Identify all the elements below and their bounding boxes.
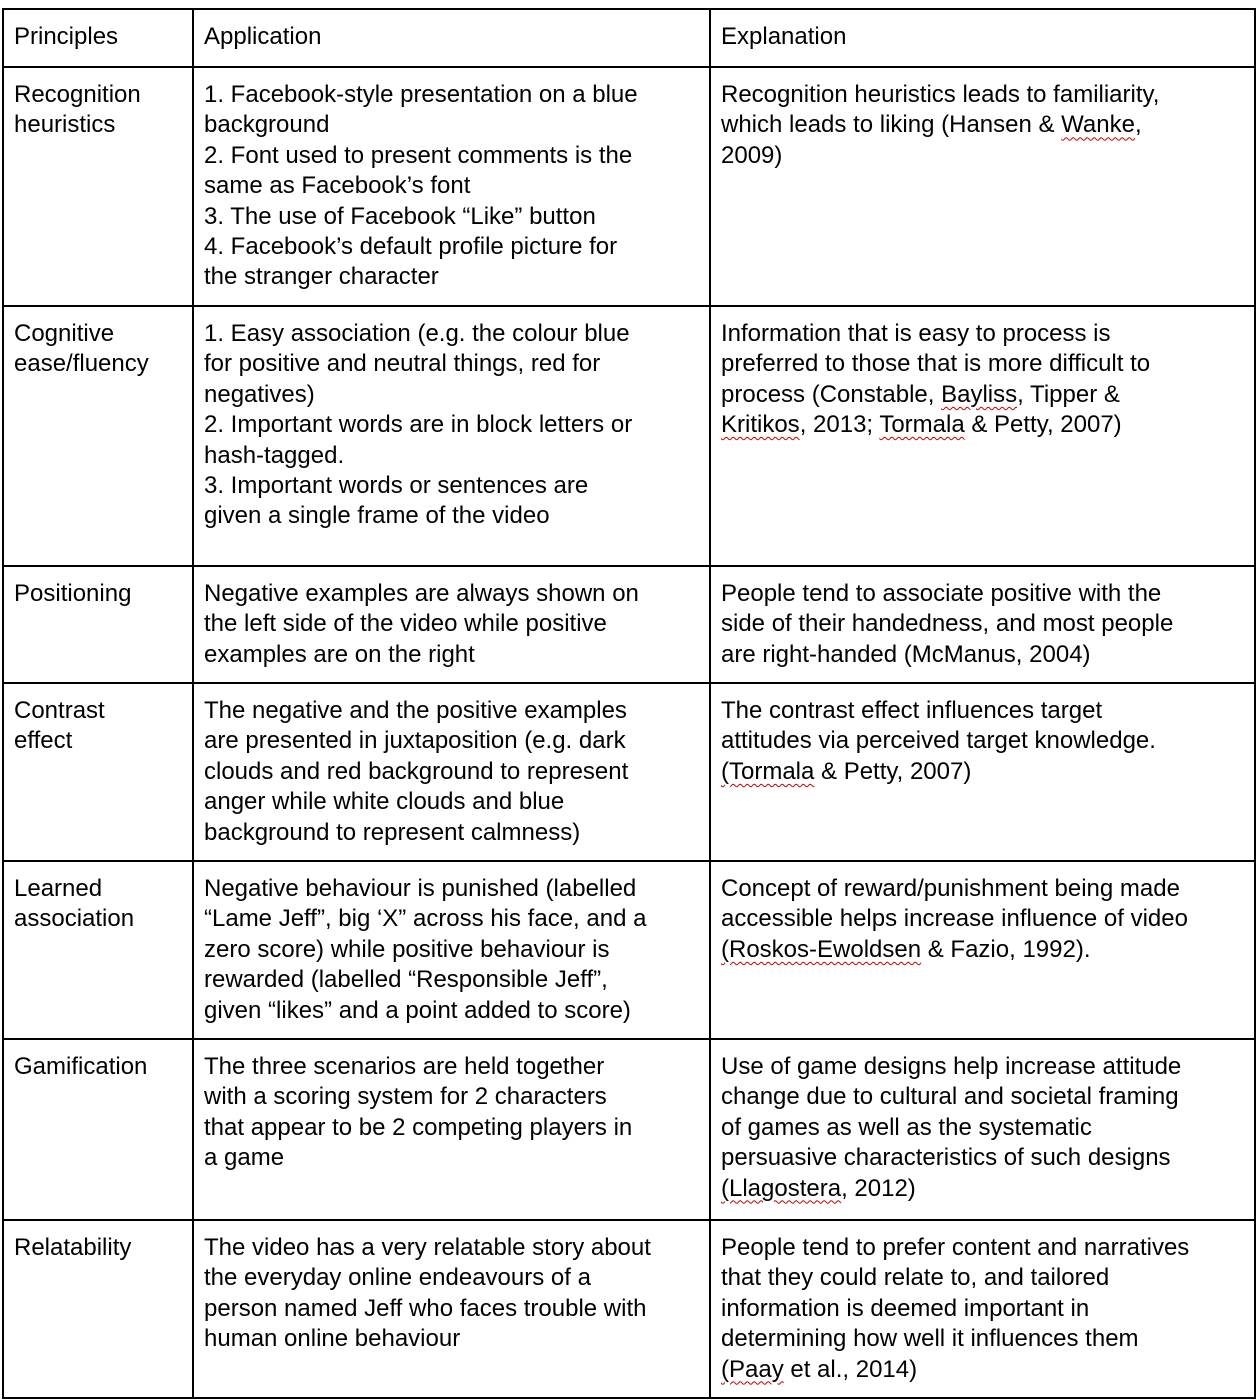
explanation-line bbox=[721, 579, 1244, 609]
principle-cell bbox=[3, 67, 193, 306]
application-line: anger while white clouds and blue bbox=[204, 788, 565, 816]
text-segment: side of their handedness, and most people bbox=[721, 610, 1174, 638]
application-line: background to represent calmness) bbox=[204, 818, 581, 846]
explanation-cell bbox=[710, 566, 1255, 683]
application-line: the left side of the video while positive bbox=[204, 610, 607, 638]
text-segment: The contrast effect influences target bbox=[721, 697, 1103, 724]
table-row bbox=[3, 306, 1255, 566]
application-line: examples are on the right bbox=[204, 640, 475, 668]
application-line: The video has a very relatable story about bbox=[204, 1234, 651, 1261]
flagged-word: Kritikos bbox=[721, 411, 800, 439]
text-segment: determining how well it influences them bbox=[721, 1325, 1139, 1353]
application-line: 2. Font used to present comments is the bbox=[204, 141, 633, 169]
application-line: The negative and the positive examples bbox=[204, 697, 627, 724]
application-line: clouds and red background to represent bbox=[204, 757, 629, 785]
application-line: with a scoring system for 2 characters bbox=[204, 1083, 607, 1111]
explanation-line bbox=[721, 380, 1244, 410]
explanation-line bbox=[721, 1082, 1244, 1112]
application-cell bbox=[193, 566, 710, 683]
application-line: rewarded (labelled “Responsible Jeff”, bbox=[204, 966, 608, 994]
explanation-line bbox=[721, 874, 1244, 904]
principle-cell bbox=[3, 861, 193, 1039]
text-segment: Recognition heuristics leads to familiarity, bbox=[721, 81, 1160, 108]
application-cell bbox=[193, 67, 710, 306]
text-segment: that they could relate to, and tailored bbox=[721, 1264, 1110, 1292]
text-segment: process (Constable, bbox=[721, 380, 942, 408]
table-row bbox=[3, 683, 1255, 861]
application-line: background bbox=[204, 111, 330, 139]
principle-cell bbox=[3, 1039, 193, 1220]
explanation-cell bbox=[710, 1039, 1255, 1220]
explanation-line bbox=[721, 1355, 1244, 1385]
header-application: Application bbox=[193, 9, 710, 67]
principle-line: Positioning bbox=[14, 580, 132, 607]
explanation-line bbox=[721, 319, 1244, 349]
principle-cell bbox=[3, 306, 193, 566]
application-line: for positive and neutral things, red for bbox=[204, 350, 601, 378]
header-principles: Principles bbox=[3, 9, 193, 67]
text-segment: which leads to liking (Hansen & bbox=[721, 111, 1062, 139]
principle-cell bbox=[3, 566, 193, 683]
explanation-line bbox=[721, 349, 1244, 379]
explanation-cell bbox=[710, 861, 1255, 1039]
table-row bbox=[3, 566, 1255, 683]
explanation-line bbox=[721, 696, 1244, 726]
application-line: given “likes” and a point added to score) bbox=[204, 996, 631, 1024]
application-line: human online behaviour bbox=[204, 1325, 461, 1353]
text-segment: 2009) bbox=[721, 141, 783, 169]
explanation-line bbox=[721, 609, 1244, 639]
text-segment: accessible helps increase influence of video bbox=[721, 905, 1188, 933]
application-line: a game bbox=[204, 1144, 285, 1172]
table-row bbox=[3, 1220, 1255, 1398]
application-line: given a single frame of the video bbox=[204, 502, 550, 530]
text-segment: are right-handed (McManus, 2004) bbox=[721, 640, 1091, 668]
explanation-line bbox=[721, 110, 1244, 140]
application-line: negatives) bbox=[204, 380, 315, 408]
text-segment: persuasive characteristics of such designs bbox=[721, 1144, 1171, 1172]
principles-table bbox=[2, 8, 1256, 1399]
explanation-line bbox=[721, 1263, 1244, 1293]
application-cell bbox=[193, 306, 710, 566]
application-line: Negative examples are always shown on bbox=[204, 580, 639, 607]
explanation-line bbox=[721, 1143, 1244, 1173]
application-cell bbox=[193, 1039, 710, 1220]
explanation-line bbox=[721, 726, 1244, 756]
text-segment: of games as well as the systematic bbox=[721, 1113, 1092, 1141]
text-segment: change due to cultural and societal framing bbox=[721, 1083, 1179, 1111]
application-cell bbox=[193, 861, 710, 1039]
explanation-line bbox=[721, 1174, 1244, 1204]
application-line: The three scenarios are held together bbox=[204, 1053, 605, 1080]
application-line: 1. Facebook-style presentation on a blue bbox=[204, 81, 638, 108]
principle-line: ease/fluency bbox=[14, 350, 149, 378]
header-row bbox=[3, 9, 1255, 67]
principle-line: Learned bbox=[14, 875, 103, 902]
text-segment: attitudes via perceived target knowledge. bbox=[721, 727, 1156, 755]
explanation-line bbox=[721, 1113, 1244, 1143]
application-line: “Lame Jeff”, big ‘X” across his face, and a bbox=[204, 905, 647, 933]
text-segment: , 2012) bbox=[841, 1174, 916, 1202]
flagged-word: (Roskos-Ewoldsen bbox=[721, 935, 922, 963]
application-cell bbox=[193, 1220, 710, 1398]
table-row bbox=[3, 1039, 1255, 1220]
application-line: are presented in juxtaposition (e.g. dark bbox=[204, 727, 626, 755]
explanation-line bbox=[721, 640, 1244, 670]
application-line: Negative behaviour is punished (labelled bbox=[204, 875, 637, 902]
text-segment: People tend to prefer content and narratives bbox=[721, 1234, 1190, 1261]
principle-cell bbox=[3, 1220, 193, 1398]
table-row bbox=[3, 67, 1255, 306]
explanation-line bbox=[721, 935, 1244, 965]
explanation-line bbox=[721, 1324, 1244, 1354]
text-segment: Concept of reward/punishment being made bbox=[721, 875, 1180, 902]
principle-line: association bbox=[14, 905, 135, 933]
explanation-line bbox=[721, 1233, 1244, 1263]
application-line: 2. Important words are in block letters or bbox=[204, 411, 633, 439]
explanation-line bbox=[721, 1294, 1244, 1324]
explanation-cell bbox=[710, 306, 1255, 566]
text-segment: , bbox=[1134, 111, 1142, 139]
table-row bbox=[3, 861, 1255, 1039]
application-line: same as Facebook’s font bbox=[204, 172, 471, 200]
explanation-cell bbox=[710, 1220, 1255, 1398]
application-line: hash-tagged. bbox=[204, 441, 345, 469]
application-line: 3. The use of Facebook “Like” button bbox=[204, 202, 596, 230]
principle-line: Relatability bbox=[14, 1234, 132, 1261]
principle-line: Contrast bbox=[14, 697, 105, 724]
explanation-line bbox=[721, 904, 1244, 934]
text-segment: , Tipper & bbox=[1017, 380, 1120, 408]
text-segment: & Petty, 2007) bbox=[964, 411, 1122, 439]
explanation-line bbox=[721, 80, 1244, 110]
application-line: 1. Easy association (e.g. the colour blue bbox=[204, 320, 630, 347]
flagged-word: Wanke bbox=[1061, 111, 1135, 139]
text-segment: , 2013; bbox=[799, 411, 880, 439]
text-segment: Information that is easy to process is bbox=[721, 320, 1111, 347]
text-segment: information is deemed important in bbox=[721, 1294, 1090, 1322]
principle-line: Recognition bbox=[14, 81, 141, 108]
flagged-word: Bayliss bbox=[941, 380, 1018, 408]
header-explanation: Explanation bbox=[710, 9, 1255, 67]
explanation-cell bbox=[710, 67, 1255, 306]
flagged-word: (Tormala bbox=[721, 757, 815, 785]
text-segment: et al., 2014) bbox=[783, 1355, 918, 1383]
application-line: that appear to be 2 competing players in bbox=[204, 1113, 633, 1141]
principle-line: effect bbox=[14, 727, 73, 755]
application-line: the stranger character bbox=[204, 263, 439, 291]
application-line: 4. Facebook’s default profile picture for bbox=[204, 233, 618, 261]
flagged-word: (Paay bbox=[721, 1355, 784, 1383]
application-cell bbox=[193, 683, 710, 861]
flagged-word: Tormala bbox=[879, 411, 965, 439]
principle-line: heuristics bbox=[14, 111, 116, 139]
principle-line: Cognitive bbox=[14, 320, 115, 347]
application-line: the everyday online endeavours of a bbox=[204, 1264, 591, 1292]
application-line: person named Jeff who faces trouble with bbox=[204, 1294, 647, 1322]
explanation-line bbox=[721, 410, 1244, 440]
flagged-word: (Llagostera bbox=[721, 1174, 842, 1202]
explanation-line bbox=[721, 1052, 1244, 1082]
text-segment: Use of game designs help increase attitude bbox=[721, 1053, 1182, 1080]
text-segment: People tend to associate positive with the bbox=[721, 580, 1162, 607]
explanation-line bbox=[721, 141, 1244, 171]
principle-line: Gamification bbox=[14, 1053, 148, 1080]
application-line: 3. Important words or sentences are bbox=[204, 472, 589, 500]
text-segment: preferred to those that is more difficult to bbox=[721, 350, 1151, 378]
principle-cell bbox=[3, 683, 193, 861]
explanation-line bbox=[721, 757, 1244, 787]
explanation-cell bbox=[710, 683, 1255, 861]
application-line: zero score) while positive behaviour is bbox=[204, 935, 610, 963]
text-segment: & Fazio, 1992). bbox=[921, 935, 1091, 963]
text-segment: & Petty, 2007) bbox=[814, 757, 972, 785]
